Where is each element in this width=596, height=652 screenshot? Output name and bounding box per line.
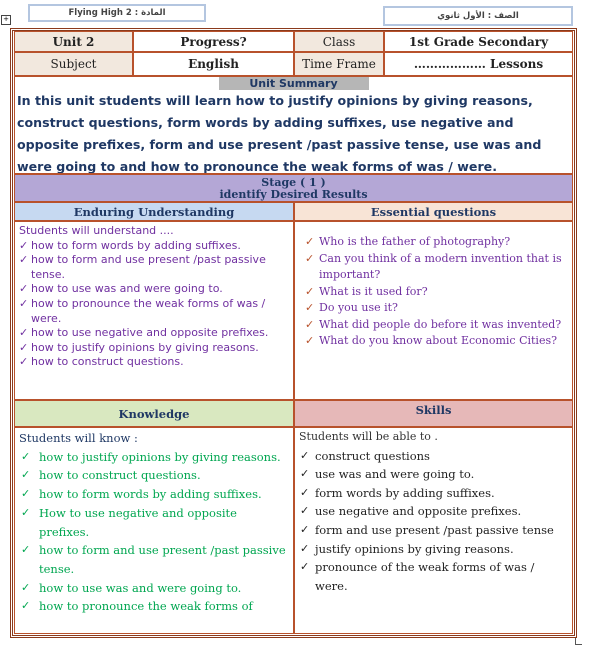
class-value: 1st Grade Secondary (408, 34, 549, 49)
stage-banner (14, 174, 573, 202)
list-item: ✓ What did people do before it was invented? (303, 317, 568, 334)
list-item: ✓ form words by adding suffixes. (299, 484, 568, 503)
check-icon: ✓ (300, 467, 310, 481)
header-subject-label: Flying High 2 : المادة (68, 8, 166, 18)
list-item: ✓ how to pronounce the weak forms of (19, 597, 289, 616)
list-item: ✓ justify opinions by giving reasons. (299, 540, 568, 559)
unit-summary-title: Unit Summary (219, 77, 369, 90)
enduring-heading: Enduring Understanding (73, 204, 235, 219)
list-item: ✓ how to justify opinions by giving reasons. (19, 340, 259, 354)
enduring-understanding-body (14, 221, 294, 400)
list-item: ✓ What is it used for? (303, 284, 568, 301)
check-icon: ✓ (305, 235, 315, 248)
check-icon: ✓ (21, 505, 31, 519)
header-grade-box (383, 6, 573, 26)
list-item: ✓ Can you think of a modern invention that is important? (305, 251, 562, 281)
progress-cell (133, 31, 294, 52)
check-icon: ✓ (19, 355, 29, 369)
list-item: ✓ how to construct questions. (19, 355, 184, 369)
essential-list (303, 234, 568, 350)
list-item: ✓ construct questions (299, 447, 568, 466)
check-icon: ✓ (305, 317, 315, 331)
check-icon: ✓ (21, 449, 31, 463)
knowledge-body (14, 427, 294, 634)
check-icon: ✓ (300, 560, 310, 574)
skills-list (299, 447, 568, 596)
unit-cell (14, 31, 133, 52)
essential-heading: Essential questions (370, 204, 497, 219)
list-item: ✓ how to justify opinions by giving reasons. (19, 448, 289, 467)
enduring-intro: Students will understand .... (19, 224, 174, 237)
subject-value-cell (133, 52, 294, 76)
header-subject-box (28, 4, 206, 22)
subject-label: Subject (50, 57, 97, 71)
unit-label: Unit 2 (52, 34, 95, 49)
check-icon: ✓ (305, 251, 315, 265)
check-icon: ✓ (19, 326, 29, 340)
list-item: ✓ how to form and use present /past passive tense. (21, 543, 286, 576)
move-handle-icon[interactable]: + (1, 15, 11, 25)
subject-value: English (188, 57, 239, 71)
check-icon: ✓ (19, 238, 29, 252)
skills-heading: Skills (415, 403, 452, 417)
check-icon: ✓ (305, 301, 315, 314)
check-icon: ✓ (19, 282, 29, 296)
timeframe-value-cell (384, 52, 573, 76)
list-item: ✓ how to form words by adding suffixes. (19, 485, 289, 504)
knowledge-list (19, 448, 289, 616)
list-item: ✓ pronounce of the weak forms of was / were. (300, 560, 535, 593)
check-icon: ✓ (21, 487, 31, 501)
skills-intro: Students will be able to . (299, 430, 438, 443)
enduring-understanding-header (14, 202, 294, 221)
check-icon: ✓ (19, 340, 29, 354)
list-item: ✓ use was and were going to. (299, 465, 568, 484)
check-icon: ✓ (305, 284, 315, 298)
knowledge-heading: Knowledge (118, 406, 190, 421)
list-item: ✓ Who is the father of photography? (303, 234, 568, 251)
check-icon: ✓ (300, 504, 310, 518)
unit-summary-cell (14, 76, 573, 174)
essential-questions-body (294, 221, 573, 400)
list-item: ✓ how to form words by adding suffixes. (19, 238, 241, 252)
essential-questions-header (294, 202, 573, 221)
knowledge-header (14, 400, 294, 427)
list-item: ✓ how to use was and were going to. (19, 579, 289, 598)
class-value-cell (384, 31, 573, 52)
header-grade-label: الصف : الأول ثانوي (437, 11, 519, 21)
check-icon: ✓ (300, 485, 310, 499)
list-item: ✓ how to use was and were going to. (19, 282, 223, 296)
list-item: ✓ how to construct questions. (19, 466, 289, 485)
resize-handle-icon[interactable] (575, 638, 582, 645)
check-icon: ✓ (21, 599, 31, 613)
list-item: ✓ Do you use it? (303, 300, 568, 317)
check-icon: ✓ (19, 296, 29, 310)
list-item: ✓ how to use negative and opposite prefixes. (19, 326, 269, 340)
list-item: ✓ How to use negative and opposite prefixes. (21, 505, 237, 539)
list-item: ✓ how to form and use present /past passive tense. (19, 253, 266, 281)
stage-number: Stage ( 1 ) (261, 176, 326, 189)
class-label-cell (294, 31, 384, 52)
enduring-list (19, 239, 289, 370)
check-icon: ✓ (300, 448, 310, 462)
timeframe-value: ……………… Lessons (413, 57, 544, 71)
timeframe-label-cell (294, 52, 384, 76)
list-item: ✓ how to pronounce the weak forms of was / were. (19, 296, 266, 325)
check-icon: ✓ (21, 580, 31, 594)
list-item: ✓ use negative and opposite prefixes. (299, 502, 568, 521)
knowledge-intro: Students will know : (19, 431, 138, 445)
subject-label-cell (14, 52, 133, 76)
list-item: ✓ form and use present /past passive tense (299, 521, 568, 540)
progress-label: Progress? (180, 34, 247, 49)
check-icon: ✓ (21, 543, 31, 557)
check-icon: ✓ (300, 541, 310, 555)
check-icon: ✓ (21, 468, 31, 482)
class-label: Class (322, 34, 356, 49)
check-icon: ✓ (19, 253, 29, 267)
check-icon: ✓ (300, 522, 310, 536)
check-icon: ✓ (305, 334, 315, 347)
list-item: ✓ What do you know about Economic Cities? (303, 333, 568, 350)
timeframe-label: Time Frame (302, 57, 376, 71)
unit-summary-text: In this unit students will learn how to justify opinions by giving reasons, construct questions, form words by adding suffixes, use negative and opposite prefixes, form and use present /past passive tense, use was and were going to and how to pronounce the weak forms of was / were. (17, 93, 542, 174)
skills-body (294, 427, 573, 634)
skills-header (294, 400, 573, 427)
stage-title: identify Desired Results (219, 188, 368, 201)
